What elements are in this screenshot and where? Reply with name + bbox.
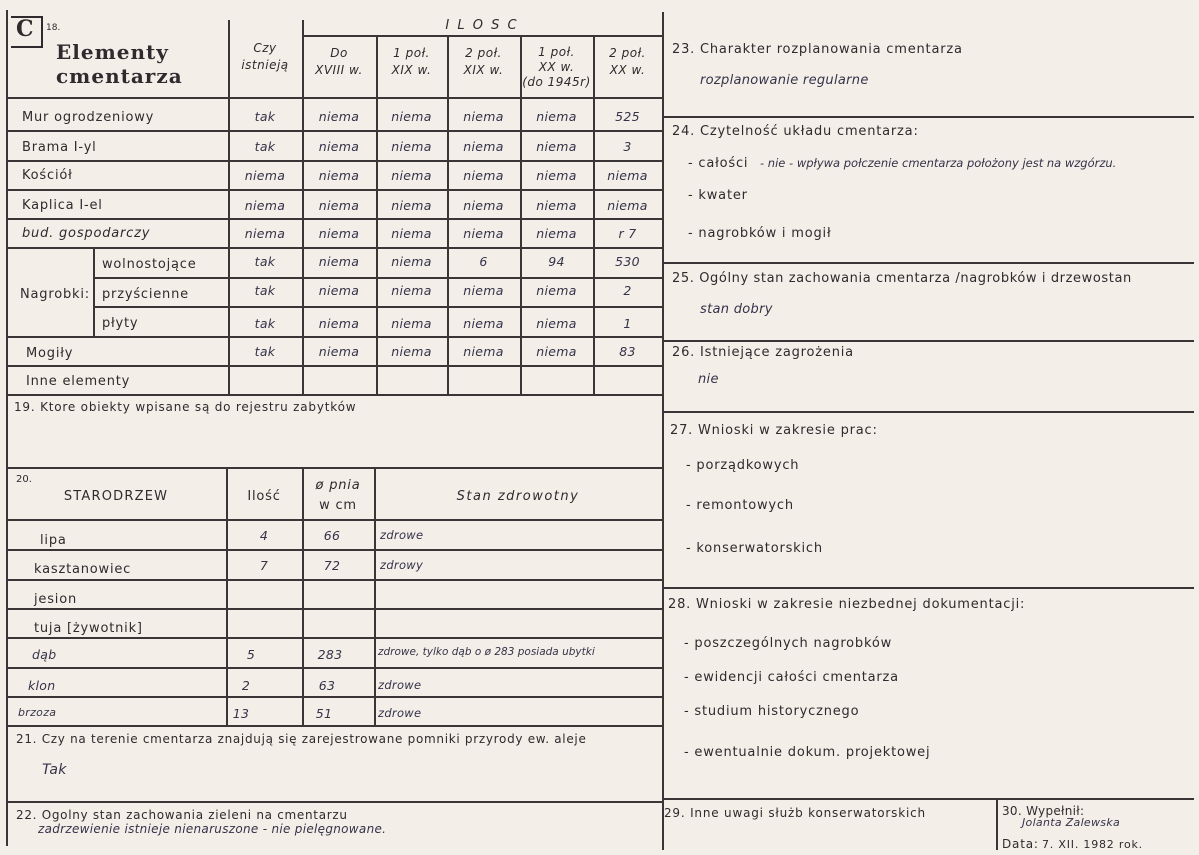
element-count: niema	[391, 344, 432, 359]
rule	[6, 247, 662, 249]
period-header-text: XIX w.	[391, 63, 432, 77]
period-header-text: (do 1945r)	[522, 75, 591, 89]
section-letter: C	[16, 16, 35, 42]
element-exists: tak	[254, 283, 276, 298]
element-count: niema	[536, 109, 577, 124]
element-exists: tak	[254, 254, 276, 269]
q24-item-label: - całości	[688, 156, 749, 171]
period-header-5	[593, 45, 662, 79]
q23-label: 23. Charakter rozplanowania cmentarza	[672, 42, 963, 57]
rule	[6, 696, 662, 698]
element-count: niema	[463, 316, 504, 331]
tree-diameter: 66	[323, 528, 341, 543]
rule	[6, 801, 662, 803]
element-count: niema	[536, 198, 577, 213]
rule	[6, 189, 662, 191]
rule	[6, 218, 662, 220]
q20-header-count: Ilość	[247, 489, 281, 504]
q22-answer: zadrzewienie istnieje nienaruszone - nie pielęgnowane.	[38, 822, 387, 836]
element-count: niema	[391, 316, 432, 331]
element-label: Brama I-yl	[22, 140, 97, 155]
tree-health: zdrowe	[378, 706, 422, 720]
element-exists: niema	[244, 198, 286, 213]
tree-diameter: 51	[315, 706, 333, 721]
element-count: niema	[536, 139, 577, 154]
q25-answer: stan dobry	[700, 302, 773, 317]
rule	[662, 340, 1194, 342]
q27-item: - remontowych	[686, 498, 794, 513]
rule	[6, 637, 662, 639]
rule	[374, 467, 376, 725]
rule	[6, 97, 662, 99]
q28-label: 28. Wnioski w zakresie niezbednej dokumentacji:	[668, 597, 1026, 612]
rule	[662, 798, 1194, 800]
elements-title-line1: Elementy	[56, 40, 169, 64]
period-header-text: 2 poł.	[609, 46, 646, 60]
rule	[6, 608, 662, 610]
q20-header-species: STARODRZEW	[63, 489, 169, 504]
element-count: niema	[391, 226, 432, 241]
q24-item-label: - kwater	[688, 188, 748, 203]
q20-header-health: Stan zdrowotny	[456, 489, 580, 504]
q28-item: - ewidencji całości cmentarza	[684, 670, 899, 685]
q19-label: 19. Ktore obiekty wpisane są do rejestru zabytków	[14, 400, 357, 414]
tree-diameter: 283	[317, 647, 343, 662]
element-exists: tak	[254, 344, 276, 359]
element-count: niema	[391, 198, 432, 213]
rule	[6, 394, 662, 396]
tree-species: kasztanowiec	[34, 562, 132, 577]
element-count: niema	[536, 344, 577, 359]
element-label: Mogiły	[26, 346, 74, 361]
q20-header-diameter: ø pnia	[315, 478, 361, 493]
element-count: niema	[463, 283, 504, 298]
q24-item-answer: - nie - wpływa połczenie cmentarza położony jest na wzgórzu.	[760, 156, 1117, 170]
q20-header-diameter-unit: w cm	[319, 498, 357, 513]
tree-count: 4	[259, 528, 269, 543]
rule	[376, 35, 378, 394]
element-exists: tak	[254, 316, 276, 331]
element-count: niema	[318, 254, 360, 269]
q30-label: 30. Wypełnił:	[1002, 804, 1085, 818]
element-count: niema	[463, 139, 504, 154]
element-label: Kościół	[22, 168, 73, 183]
tree-health: zdrowe, tylko dąb o ø 283 posiada ubytki	[378, 646, 595, 658]
element-count: niema	[463, 226, 504, 241]
rule	[302, 35, 662, 37]
element-count: 6	[479, 254, 488, 269]
period-header-text: Do	[330, 46, 348, 60]
tree-count: 13	[232, 706, 250, 721]
period-header-text: XX w.	[609, 63, 646, 77]
period-header-text: 2 poł.	[465, 46, 502, 60]
element-label: bud. gospodarczy	[22, 226, 151, 241]
element-label: przyścienne	[102, 287, 189, 302]
q26-label: 26. Istniejące zagrożenia	[672, 345, 854, 360]
tree-health: zdrowy	[380, 558, 424, 572]
element-count: niema	[463, 198, 504, 213]
q29-label: 29. Inne uwagi służb konserwatorskich	[664, 806, 926, 820]
element-count: niema	[607, 198, 648, 213]
element-count: niema	[318, 168, 360, 183]
exists-header	[228, 40, 302, 74]
element-exists: tak	[254, 139, 276, 154]
period-header-text: XX w.	[538, 60, 575, 74]
element-count: niema	[318, 109, 360, 124]
period-header-text: 1 poł.	[393, 46, 430, 60]
rule	[93, 306, 662, 308]
period-header-text: 1 poł.	[538, 45, 575, 59]
element-count: niema	[607, 168, 648, 183]
rule	[6, 725, 662, 727]
element-count: niema	[391, 168, 432, 183]
element-count: niema	[536, 316, 577, 331]
element-count: niema	[318, 198, 360, 213]
q20-number: 20.	[16, 474, 32, 485]
q21-answer: Tak	[42, 762, 67, 778]
rule	[662, 587, 1194, 589]
q28-item: - studium historycznego	[684, 704, 860, 719]
q27-item: - konserwatorskich	[686, 541, 823, 556]
q27-label: 27. Wnioski w zakresie prac:	[670, 423, 878, 438]
rule	[6, 130, 662, 132]
rule	[6, 667, 662, 669]
q27-item: - porządkowych	[686, 458, 800, 473]
rule	[6, 160, 662, 162]
element-count: niema	[318, 139, 360, 154]
rule	[93, 277, 662, 279]
tree-health: zdrowe	[378, 678, 422, 692]
tree-species: dąb	[32, 647, 57, 662]
rule	[662, 12, 664, 850]
rule	[6, 365, 662, 367]
element-count: niema	[318, 226, 360, 241]
rule	[6, 467, 662, 469]
element-count: niema	[391, 283, 432, 298]
element-count: niema	[463, 344, 504, 359]
rule	[593, 35, 595, 394]
element-count: 94	[548, 254, 565, 269]
rule	[6, 336, 662, 338]
rule	[662, 411, 1194, 413]
q21-label: 21. Czy na terenie cmentarza znajdują się zarejestrowane pomniki przyrody ew. aleje	[16, 732, 587, 746]
ilosc-header: I L O S C	[445, 18, 519, 33]
element-label: Kaplica I-el	[22, 198, 103, 213]
element-count: 2	[623, 283, 632, 298]
period-header-2	[376, 45, 447, 79]
element-exists: niema	[244, 168, 286, 183]
q30-date: 7. XII. 1982 rok.	[1042, 838, 1143, 851]
elements-title-line2: cmentarza	[56, 64, 183, 88]
tree-species: jesion	[34, 592, 77, 607]
tree-species: klon	[28, 678, 56, 693]
element-exists: tak	[254, 109, 276, 124]
q25-label: 25. Ogólny stan zachowania cmentarza /nagrobków i drzewostan	[672, 271, 1132, 286]
q30-name: Jolanta Zalewska	[1022, 816, 1121, 829]
rule	[6, 10, 8, 846]
period-header-4	[520, 45, 593, 90]
element-count: niema	[536, 168, 577, 183]
rule	[93, 247, 95, 336]
tree-health: zdrowe	[380, 528, 424, 542]
period-header-3	[447, 45, 520, 79]
element-exists: niema	[244, 226, 286, 241]
nagrobki-label: Nagrobki:	[20, 287, 90, 302]
rule	[447, 35, 449, 394]
element-count: niema	[463, 109, 504, 124]
tree-species: brzoza	[18, 706, 57, 719]
rule	[662, 262, 1194, 264]
q23-answer: rozplanowanie regularne	[700, 73, 869, 88]
q26-answer: nie	[698, 372, 719, 387]
element-count: niema	[536, 283, 577, 298]
rule	[662, 116, 1194, 118]
element-count: niema	[318, 344, 360, 359]
element-count: 3	[623, 139, 632, 154]
element-label: płyty	[102, 316, 139, 331]
q24-item-label: - nagrobków i mogił	[688, 226, 832, 241]
q28-item: - poszczególnych nagrobków	[684, 636, 893, 651]
tree-diameter: 63	[318, 678, 336, 693]
element-count: r 7	[618, 226, 637, 241]
element-count: niema	[536, 226, 577, 241]
element-count: 530	[615, 254, 640, 269]
q24-label: 24. Czytelność układu cmentarza:	[672, 124, 919, 139]
tree-count: 2	[241, 678, 251, 693]
tree-count: 5	[246, 647, 256, 662]
q22-label: 22. Ogolny stan zachowania zieleni na cmentarzu	[16, 808, 348, 822]
element-count: niema	[391, 109, 432, 124]
element-count: niema	[391, 254, 432, 269]
period-header-text: XVIII w.	[315, 63, 363, 77]
element-count: niema	[391, 139, 432, 154]
element-count: niema	[318, 283, 360, 298]
element-count: 1	[623, 316, 632, 331]
rule	[6, 579, 662, 581]
exists-header-line2: istnieją	[241, 58, 289, 72]
rule	[6, 519, 662, 521]
exists-header-line1: Czy	[253, 41, 277, 55]
tree-species: tuja [żywotnik]	[34, 621, 143, 636]
period-header-text: XIX w.	[463, 63, 504, 77]
rule	[6, 549, 662, 551]
element-count: niema	[463, 168, 504, 183]
q28-item: - ewentualnie dokum. projektowej	[684, 745, 931, 760]
element-count: niema	[318, 316, 360, 331]
section-number: 18.	[46, 23, 61, 33]
element-count: 525	[615, 109, 640, 124]
rule	[996, 798, 998, 850]
tree-diameter: 72	[323, 558, 341, 573]
element-label: wolnostojące	[102, 257, 197, 272]
element-label: Inne elementy	[26, 374, 131, 389]
tree-species: lipa	[40, 533, 67, 548]
element-label: Mur ogrodzeniowy	[22, 110, 155, 125]
element-count: 83	[619, 344, 636, 359]
q30-date-label: Data:	[1002, 837, 1039, 851]
period-header-1	[302, 45, 376, 79]
tree-count: 7	[259, 558, 269, 573]
